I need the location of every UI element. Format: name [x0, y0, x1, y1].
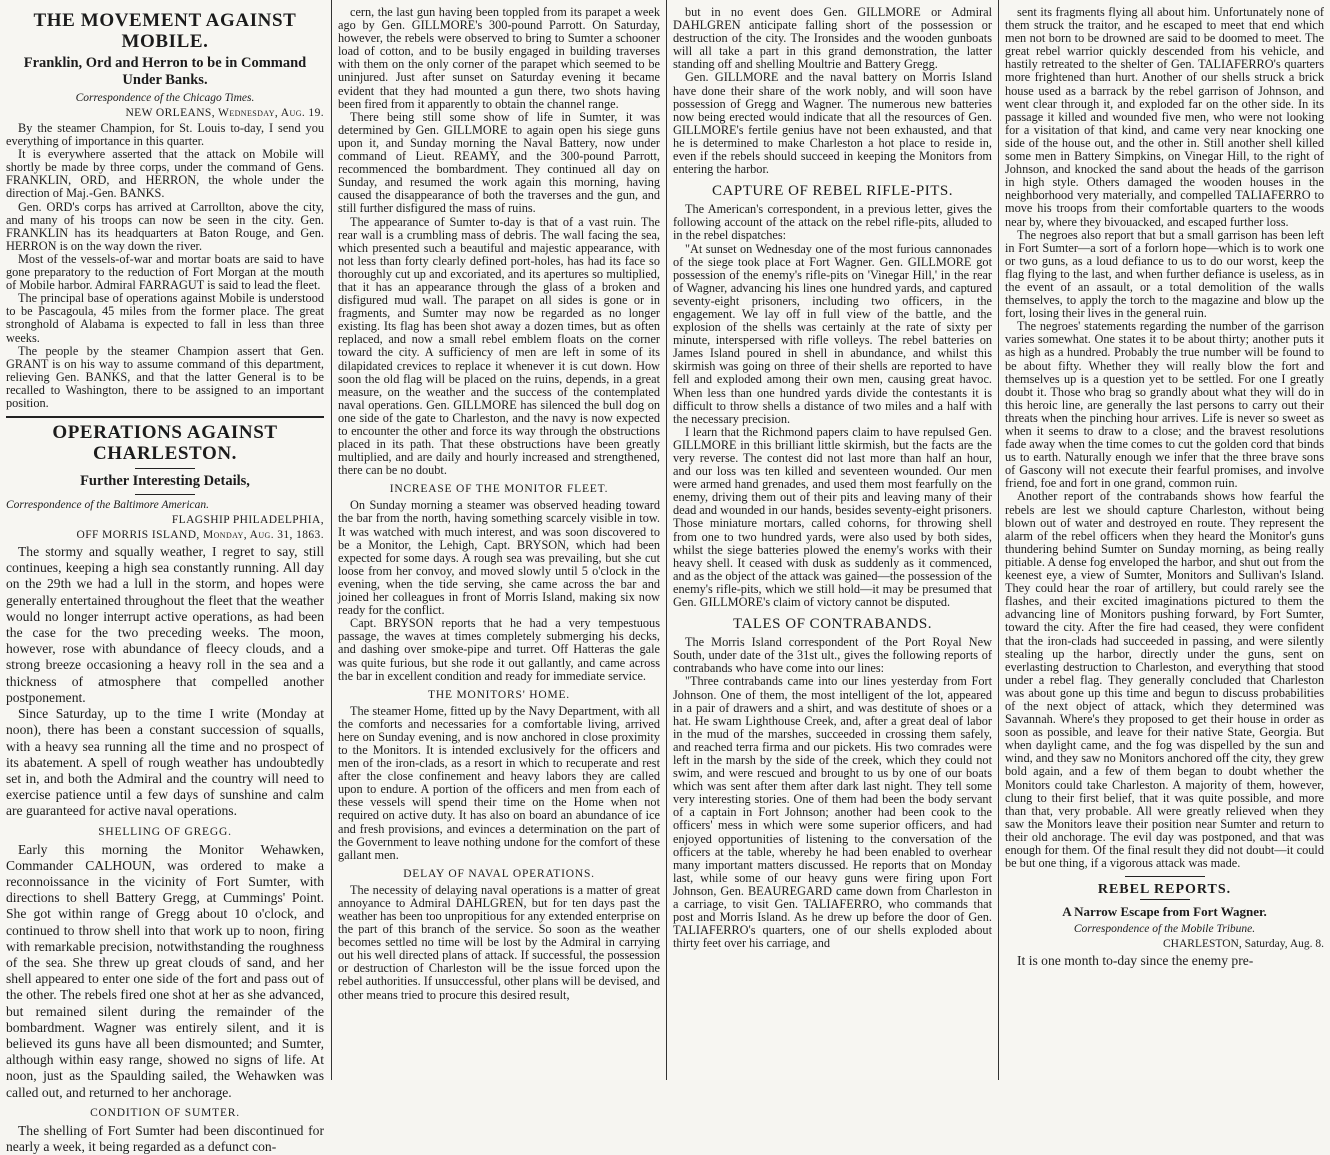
paragraph: There being still some show of life in Sumter, it was determined by Gen. GILLMORE to again open his siege guns upon it, and Sunday morning the Naval Battery, now under command of Lieut. REAMY, and the 300-pound Parrott, recommenced the bombardment. They continued all day on Sunday, and resumed the work again this morning, having caused the disappearance of both the traverses and the gun, and still further disfigured the mass of ruins.: [338, 109, 660, 216]
paragraph: Since Saturday, up to the time I write (Monday at noon), there has been a constant succession of squalls, with a heavy sea running all the time and no prospect of its abatement. A spell of rough weather has undoubtedly set in, and both the Admiral and the country will need to exercise patience until a few days of sunshine and calm are guaranteed for active naval operations.: [6, 706, 324, 819]
dateline-charleston-1: FLAGSHIP PHILADELPHIA,: [171, 514, 324, 527]
column-4: [999, 0, 1330, 1080]
paragraph: The stormy and squally weather, I regret to say, still continues, keeping a high sea constantly running. All day on the 29th we had a lull in the storm, and hopes were generally entertained throughout the fleet that the weather would no longer interrupt active operations, as had been the case for the two preceding weeks. The moon, however, rose with abundance of fleecy clouds, and a strong breeze occasioning a heavy roll in the sea and a thickness of atmosphere that compelled another postponement.: [6, 544, 324, 705]
section-heading-rifle-pits: CAPTURE OF REBEL RIFLE-PITS.: [712, 183, 953, 200]
paragraph: The principal base of operations against Mobile is understood to be Pascagoula, 45 miles from the former place. The great stronghold of Alabama is expected to fall in less than three weeks.: [6, 291, 324, 345]
paragraph: The negroes' statements regarding the number of the garrison varies somewhat. One states it to be about thirty; another puts it as high as a hundred. Probably the true number will be found to be about fifty. Whether they will really blow the fort and themselves up is a question yet to be settled. For one I greatly doubt it. Those who brag so grandly about what they will do in this heroic line, are generally the last persons to carry out their threats when the pinching hour arrives. Life is never so sweet as when it seems to draw to a close; and the bravest resolutions fade away when the time comes to cut the golden cord that binds us to earth. Naturally enough we infer that the three brave sons of Gascony will not execute their fearful promises, and involve friend, foe and fort in one grand, common ruin.: [1005, 319, 1324, 491]
paragraph: The necessity of delaying naval operations is a matter of great annoyance to Admiral DAHLGREN, but for ten days past the weather has been too unpropitious for any extended enterprise on the part of this branch of the service. So soon as the weather becomes settled no time will be lost by the Admiral in carrying out his well directed plans of attack. If successful, the possession or destruction of Charleston will be the issue forced upon the rebel authorities. If unsuccessful, other plans will be devised, and other means tried to procure this desired result,: [338, 882, 660, 1002]
section-heading-rebel-reports: REBEL REPORTS.: [1097, 882, 1232, 898]
subhead-mobile: Franklin, Ord and Herron to be in Command Under Banks.: [23, 55, 307, 88]
byline-rebel: Correspondence of the Mobile Tribune.: [1073, 923, 1256, 936]
divider: [1140, 899, 1190, 900]
paragraph: The steamer Home, fitted up by the Navy Department, with all the comforts and necessaries for a comfortable living, arrived here on Sunday evening, and is now anchored in close proximity to the Monitors. It is intended exclusively for the officers and men of the iron-clads, as a resort in which to recuperate and rest after the close confinement and heavy labors they are called upon to endure. A portion of the officers and men from each of these vessels will spend their time on the Home when not required on active duty. It has also on board an abundance of ice and fresh provisions, and evinces a determination on the part of the Government to leave nothing undone for the comfort of these gallant men.: [338, 703, 660, 862]
paragraph: It is one month to-day since the enemy pre-: [1017, 953, 1254, 969]
section-heading-contrabands: TALES OF CONTRABANDS.: [733, 616, 932, 633]
section-heading-sumter: CONDITION OF SUMTER.: [90, 1106, 240, 1119]
paragraph: cern, the last gun having been toppled from its parapet a week ago by Gen. GILLMORE's 300-pound Parrott. On Saturday, however, the rebels were observed to bring to Sumter a schooner load of cotton, and to be busily engaged in building traverses with them on the only corner of the parapet which seemed to be uninjured. Just after sunset on Saturday evening it became evident that they had mounted a gun there, two shots having been fired from it apparently to obtain the channel range.: [338, 5, 660, 111]
paragraph: "At sunset on Wednesday one of the most furious cannonades of the siege took place at Fort Wagner. Gen. GILLMORE got possession of the enemy's rifle-pits on 'Vinegar Hill,' in the rear of Wagner, advancing his lines one hundred yards, and captured seventy-eight prisoners, including two officers, in the engagement. We lay off in full view of the battle, and the explosion of the shells was certainly at the rate of sixty per minute, interspersed with rifle volleys. The rebel batteries on James Island poured in shell in abundance, and whilst this skirmish was going on three of their shells are reported to have fell and exploded among their own men, causing great havoc. When less than one hundred yards divide the contestants it is difficult to throw shells a distance of two miles and a half with the necessary precision.: [673, 241, 992, 426]
paragraph: Early this morning the Monitor Wehawken, Commander CALHOUN, was ordered to make a reconnoissance in the vicinity of Fort Sumter, with directions to shell Battery Gregg, at Cummings' Point. She got within range of Gregg about 10 o'clock, and continued to throw shell into that work up to noon, firing with remarkable precision, notwithstanding the roughness of the sea. She threw up great clouds of sand, and her shell appeared to enter one side of the fort and pass out of the other. The rebels fired one shot at her as she advanced, but remained silent during the remainder of the bombardment. Wagner was entirely silent, and it is believed its guns have all been dismounted; and Sumter, although within easy range, showed no signs of life. At noon, just as the Spaulding sailed, the Wehawken was called out, and returned to her anchorage.: [6, 841, 324, 1100]
dateline-mobile: NEW ORLEANS, Wednesday, Aug. 19.: [125, 107, 324, 119]
article-charleston: [6, 544, 324, 819]
paragraph: The people by the steamer Champion assert that Gen. GRANT is on his way to assume command of this department, relieving Gen. BANKS, and that the latter General is to be recalled to Washington, there to be assigned to an important position.: [6, 343, 324, 410]
dateline-charleston-2: OFF MORRIS ISLAND, Monday, Aug. 31, 1863.: [76, 529, 324, 542]
headline-charleston: OPERATIONS AGAINST CHARLESTON.: [52, 422, 278, 465]
headline-mobile: THE MOVEMENT AGAINST MOBILE.: [33, 10, 297, 52]
paragraph: sent its fragments flying all about him. Unfortunately none of them struck the traitor, and he escaped to meet that end which men not born to be drowned are said to be doomed to meet. The great rebel warrior quickly descended from his vehicle, and hastily retreated to the shelter of Gen. TALIAFERRO's quarters more frightened than hurt. Another of our shells struck a brick house used as a barrack by the rebel garrison of Johnson, and went clear through it, and exploded far on the other side. In its passage it killed and wounded five men, who were not looking for a visitation of that kind, and came very near knocking one side of the house out, and the other in. Still another shell killed some men in Battery Simpkins, on Vinegar Hill, to the right of Johnson, and knocked the sand about the heads of the garrison in high style. Others damaged the wooden houses in the neighborhood very materially, and compelled TALIAFERRO to move his troops from their comfortable quarters to the woods near by, where they bivouacked, and escaped further loss.: [1005, 5, 1324, 229]
paragraph: "Three contrabands came into our lines yesterday from Fort Johnson. One of them, the most intelligent of the lot, appeared in a pair of drawers and a shirt, and was destitute of shoes or a hat. He swam Lighthouse Creek, and, after a great deal of labor in the mud of the marshes, succeeded in crossing them safely, and reached terra firma and our pickets. His two comrades were left in the marsh by the side of the creek, which they could not swim, and were rescued and brought to us by one of our boats which was sent after them after dark last night. They tell some very interesting stories. One of them had been the body servant of a captain in Fort Johnson; another had been cook to the officers' mess in which were some superior officers, and had enjoyed opportunities of listening to the conversation of the officers at the table, whereby he had been enabled to overhear many important matters discussed. He reports that on Monday last, while some of our heavy guns were firing upon Fort Johnson, Gen. BEAUREGARD came down from Charleston in a carriage, to visit Gen. TALIAFERRO, who commands that post and Morris Island. As he drew up before the door of Gen. TALIAFERRO's quarters, one of our shells exploded about thirty feet over his carriage, and: [673, 674, 992, 951]
column-3: [667, 0, 998, 1080]
paragraph: Most of the vessels-of-war and mortar boats are said to have gone preparatory to the reduction of Fort Morgan at the mouth of Mobile harbor. Admiral FARRAGUT is said to lead the fleet.: [6, 251, 324, 293]
paragraph: The shelling of Fort Sumter had been discontinued for nearly a week, it being regarded as a defunct con-: [6, 1122, 324, 1154]
paragraph: I learn that the Richmond papers claim to have repulsed Gen. GILLMORE in this brilliant little skirmish, but the facts are the very reverse. The contest did not last more than half an hour, and our loss was ten killed and seventeen wounded. Our men were armed hand grenades, and used them most fearfully on the enemy, driving them out of their pits and leaving many of their dead and wounded in our hands, besides seventy-eight prisoners. Those miniature mortars, called cohorns, for throwing shell from one to two hundred yards, were also used by both sides, whilst the siege batteries plowed the enemy's works with their heavy shell. It ceased with dusk as suddenly as it commenced, and as the object of the attack was gained—the possession of the enemy's rifle-pits, which we still hold—it may be presumed that Gen. GILLMORE's claim of victory cannot be disputed.: [673, 424, 992, 610]
paragraph: It is everywhere asserted that the attack on Mobile will shortly be made by three corps, under the command of Gens. FRANKLIN, ORD, and HERRON, the whole under the direction of Maj.-Gen. BANKS.: [6, 147, 324, 201]
paragraph: Capt. BRYSON reports that he had a very tempestuous passage, the waves at times completely submerging his decks, and dashing over smoke-pipe and turret. Off Hatteras the gale was quite furious, but she rode it out gallantly, and came across the bar in excellent condition and ready for immediate service.: [338, 616, 660, 683]
section-heading-delay: DELAY OF NAVAL OPERATIONS.: [403, 867, 595, 880]
dateline-rebel: CHARLESTON, Saturday, Aug. 8.: [1163, 938, 1324, 951]
paragraph: Gen. GILLMORE and the naval battery on Morris Island have done their share of the work nobly, and will soon have possession of Gregg and Wagner. The numerous new batteries now being erected would indicate that all the resources of Gen. GILLMORE's fertile genius have not been exhausted, and that he is determined to make Charleston a hot place to reside in, even if the rebels should succeed in keeping the Monitors from entering the harbor.: [673, 70, 992, 177]
section-heading-gregg: SHELLING OF GREGG.: [98, 825, 232, 838]
paragraph: The Morris Island correspondent of the Port Royal New South, under date of the 31st ult., gives the following reports of contrabands who have come into our lines:: [673, 635, 992, 676]
paragraph: The American's correspondent, in a previous letter, gives the following account of the attack on the rebel rifle-pits, alluded to in the rebel dispatches:: [673, 202, 992, 243]
column-2: [332, 0, 666, 1080]
paragraph: On Sunday morning a steamer was observed heading toward the bar from the north, having something scarcely visible in tow. It was watched with much interest, and was soon discovered to be a Monitor, the Lehigh, Capt. BRYSON, which had been expected for some days. A rough sea was prevailing, but she cut loose from her convoy, and moved slowly until 5 o'clock in the evening, when the tide serving, she came across the bar and joined her colleagues in front of Morris Island, making six now ready for the conflict.: [338, 498, 660, 618]
section-heading-monitor-fleet: INCREASE OF THE MONITOR FLEET.: [389, 483, 609, 496]
paragraph: Another report of the contrabands shows how fearful the rebels are lest we should capture Charleston, without being blown out of water and destroyed en route. They represent the alarm of the rebel officers when they heard the Monitor's guns thundering behind Sumter on Sunday morning, as being really pitiable. A dense fog enveloped the harbor, and shut out from the keenest eye, a view of Sumter, Monitors and Sullivan's Island. They could hear the roar of artillery, but could rarely see the flashes, and their excited imaginations pictured to them the advancing line of Monitors pushing forward, by Fort Sumter, toward the city. After the fire had ceased, they were confident that the iron-clads had succeeded in passing, and were silently stealing up the harbor, directly under the guns, sent on everlasting destruction to Charleston, and everything that stood under a rebel flag. They generally concluded that Charleston was about gone up this time and begun to discuss probabilities of the next object of attack, which they determined was Savannah. Where's they proposed to get their house in order as soon as possible, and leave for their native State, Georgia. But when daylight came, and the fog was dispelled by the sun and wind, and they saw no Monitors anchored off the city, they grew bold again, and a few of them began to doubt whether the Monitors could take Charleston. A majority of them, however, clung to their first belief, that it was quite possible, and more than that, very probable. All were greatly relieved when they saw the Monitors leave their position near Sumter and return to their old anchorage. The evil day was postponed, and that was enough for them. Of the final result they did not doubt—it could be but one thing, if a vigorous attack was made.: [1005, 489, 1324, 871]
divider: [6, 416, 324, 418]
paragraph: but in no event does Gen. GILLMORE or Admiral DAHLGREN anticipate falling short of the possession or destruction of the city. The Ironsides and the wooden gunboats will all take a part in this grand demonstration, the latter standing off and shelling Moultrie and Battery Gregg.: [673, 5, 992, 72]
divider: [135, 494, 195, 495]
subhead-wagner: A Narrow Escape from Fort Wagner.: [1062, 904, 1267, 920]
divider: [1125, 876, 1205, 877]
column-1: [0, 0, 330, 1154]
article-mobile: [6, 122, 324, 410]
paragraph: The appearance of Sumter to-day is that of a vast ruin. The rear wall is a crumbling mass of debris. The wall facing the sea, which presented such a beautiful and majestic appearance, with not less than forty clearly defined port-holes, has had its face so thoroughly cut up and excoriated, and its apertures so multiplied, that it has an appearance through the glass of a broken and disfigured mud wall. The parapet on all sides is gone or in fragments, and Sumter may now be regarded as no longer existing. Its flag has been shot away a dozen times, but as often replaced, and now a small rebel emblem floats on the corner toward the city. A sufficiency of men are left in some of its dilapidated crevices to replace it whenever it is cut down. How soon the old flag will be placed on the ruins, depends, in a great measure, on the weather and the success of the contemplated naval operations. Gen. GILLMORE has silenced the bull dog on one side of the gate to Charleston, and the navy is now expected to encounter the other and force its way through the obstructions placed in its path. That these obstructions have been greatly multiplied, and are daily and hourly increased and strengthened, there can be no doubt.: [338, 214, 660, 478]
section-heading-monitors-home: THE MONITORS' HOME.: [428, 688, 570, 701]
subhead-charleston: Further Interesting Details,: [80, 473, 250, 490]
divider: [135, 468, 195, 469]
paragraph: Gen. ORD's corps has arrived at Carrollton, above the city, and many of his troops can now be seen in the city. Gen. FRANKLIN has its headquarters at Baton Rouge, and Gen. HERRON is on the way down the river.: [6, 199, 324, 253]
byline-mobile: Correspondence of the Chicago Times.: [75, 92, 255, 104]
paragraph: By the steamer Champion, for St. Louis to-day, I send you everything of importance in this quarter.: [6, 121, 324, 149]
byline-charleston: Correspondence of the Baltimore American.: [6, 499, 210, 512]
paragraph: The negroes also report that but a small garrison has been left in Fort Sumter—a sort of a forlorn hope—which is to work one or two guns, as a loud defiance to us to do our worst, keep the flag flying to the last, and when further defiance is useless, as in the event of an assault, or a total demolition of the walls themselves, to apply the torch to the magazine and blow up the fort, losing their lives in the general ruin.: [1005, 227, 1324, 321]
